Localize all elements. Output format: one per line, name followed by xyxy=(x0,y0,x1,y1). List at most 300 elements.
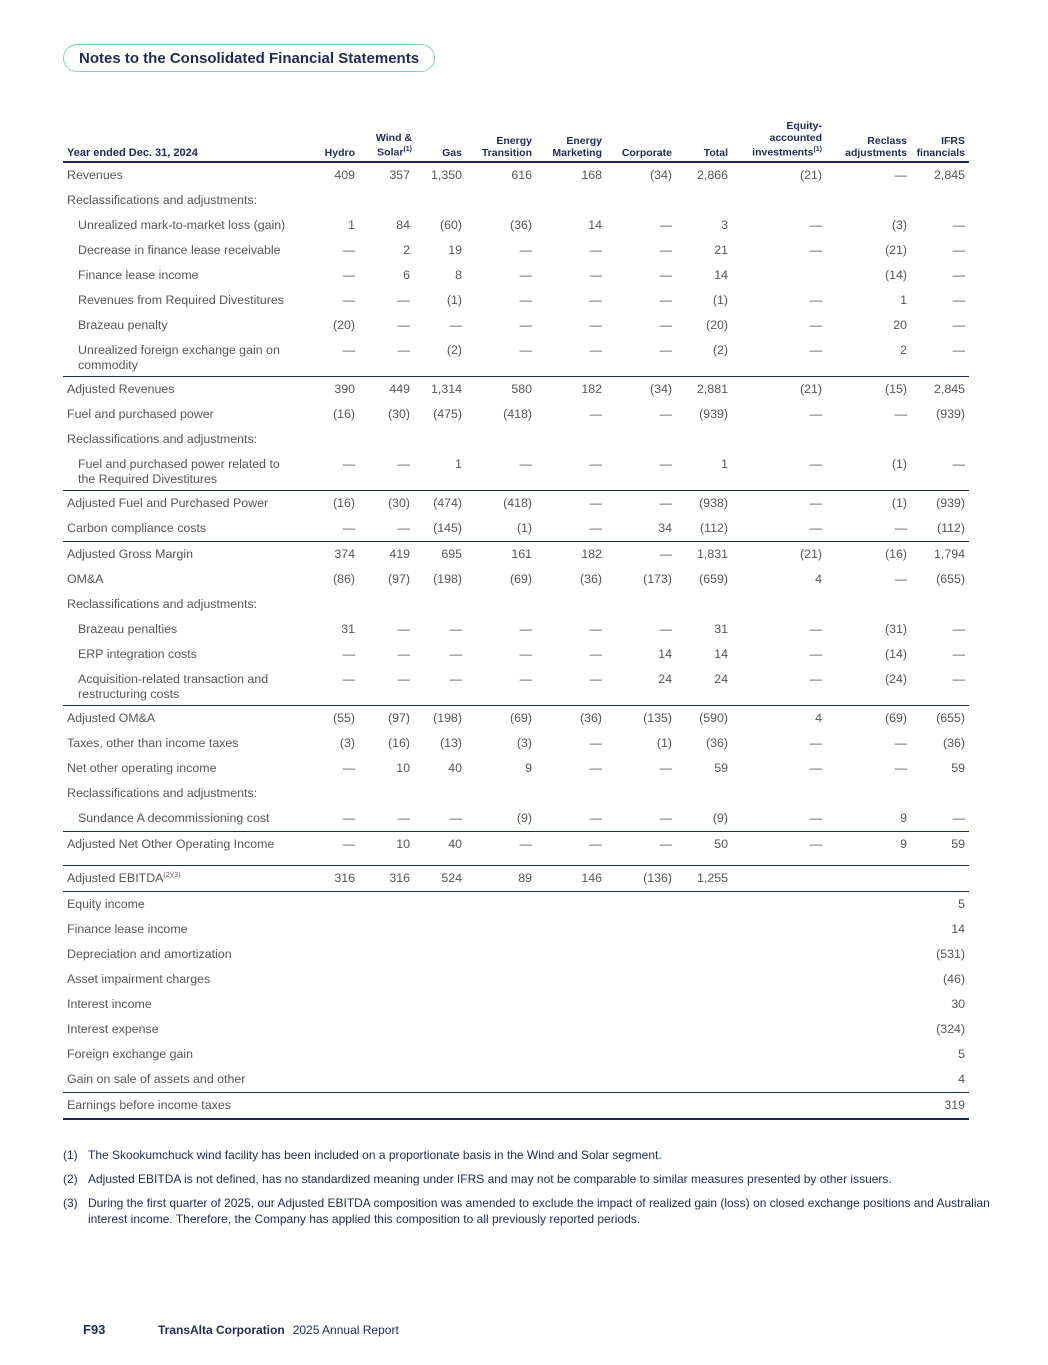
value-cell: (1) xyxy=(656,736,672,750)
value-cell: — xyxy=(606,541,676,567)
table-row xyxy=(63,942,969,967)
value-cell: (1) xyxy=(826,490,911,516)
value-cell xyxy=(303,781,359,806)
value-cell: — xyxy=(659,456,672,471)
value-cell: (659) xyxy=(699,572,728,586)
value-cell: (1) xyxy=(516,521,532,535)
value-cell xyxy=(414,992,466,1017)
value-cell: 9 xyxy=(525,761,532,775)
row-label-text: Reclassifications and adjustments: xyxy=(67,597,258,611)
value-cell xyxy=(676,1092,732,1119)
value-cell: (590) xyxy=(676,705,732,731)
value-cell xyxy=(826,1042,911,1067)
row-label-text: Adjusted Fuel and Purchased Power xyxy=(67,496,269,510)
spacer-cell xyxy=(466,857,536,866)
value-cell: — xyxy=(952,647,965,661)
value-cell: (69) xyxy=(466,705,536,731)
row-label xyxy=(63,617,303,642)
column-header-wind-solar: Wind & Solar$^{(1)}$ xyxy=(359,120,414,162)
value-cell: — xyxy=(589,456,602,471)
value-cell: — xyxy=(589,243,602,257)
row-label xyxy=(63,806,303,832)
table-row xyxy=(63,967,969,992)
value-cell xyxy=(466,917,536,942)
value-cell: — xyxy=(952,318,965,332)
spacer-cell xyxy=(303,857,359,866)
table-row xyxy=(63,1067,969,1093)
value-cell: (939) xyxy=(911,490,969,516)
row-label-text: Carbon compliance costs xyxy=(67,521,207,535)
value-cell: (30) xyxy=(359,490,414,516)
value-cell xyxy=(414,891,466,917)
spacer-cell xyxy=(536,857,606,866)
value-cell: (418) xyxy=(466,490,536,516)
value-cell: — xyxy=(589,293,602,307)
table-row xyxy=(63,288,969,313)
value-cell: — xyxy=(449,647,462,661)
value-cell: (16) xyxy=(332,407,355,421)
value-cell: — xyxy=(342,268,355,282)
row-label xyxy=(63,338,303,377)
row-label-text: OM&A xyxy=(67,572,104,586)
value-cell: — xyxy=(809,342,822,357)
value-cell: — xyxy=(952,342,965,357)
value-cell: — xyxy=(659,268,672,282)
table-row xyxy=(63,756,969,781)
value-cell xyxy=(826,942,911,967)
value-cell xyxy=(676,188,732,213)
value-cell xyxy=(303,1017,359,1042)
value-cell: — xyxy=(519,268,532,282)
table-row xyxy=(63,313,969,338)
value-cell: — xyxy=(659,407,672,421)
table-row xyxy=(63,338,969,377)
value-cell: 580 xyxy=(466,376,536,402)
value-cell: (939) xyxy=(936,407,965,421)
table-row xyxy=(63,667,969,706)
value-cell: (939) xyxy=(699,407,728,421)
value-cell: — xyxy=(519,318,532,332)
row-label-text: Revenues xyxy=(67,168,123,182)
value-cell: (2) xyxy=(712,342,728,357)
value-cell: (97) xyxy=(359,705,414,731)
value-cell: 3 xyxy=(721,218,728,232)
row-label-text: Brazeau penalty xyxy=(78,318,168,332)
value-cell: — xyxy=(342,761,355,775)
table-row xyxy=(63,162,969,188)
value-cell xyxy=(826,1067,911,1093)
value-cell: — xyxy=(809,811,822,825)
value-cell: — xyxy=(659,243,672,257)
footnote xyxy=(63,1171,993,1187)
value-cell: — xyxy=(894,736,907,750)
row-label xyxy=(63,705,303,731)
value-cell xyxy=(466,891,536,917)
value-cell: 30 xyxy=(951,997,965,1011)
value-cell: — xyxy=(449,671,462,686)
value-cell: (20) xyxy=(332,318,355,332)
value-cell: (55) xyxy=(303,705,359,731)
value-cell xyxy=(911,188,969,213)
value-cell: — xyxy=(589,622,602,636)
table-row xyxy=(63,806,969,832)
value-cell xyxy=(606,1067,676,1093)
value-cell: 14 xyxy=(951,922,965,936)
value-cell xyxy=(414,967,466,992)
value-cell: 2,845 xyxy=(911,376,969,402)
value-cell xyxy=(303,592,359,617)
value-cell: — xyxy=(589,736,602,750)
value-cell: 161 xyxy=(466,541,536,567)
table-row xyxy=(63,1017,969,1042)
row-label xyxy=(63,831,303,857)
table-row xyxy=(63,490,969,516)
value-cell xyxy=(732,1042,826,1067)
value-cell: — xyxy=(659,218,672,232)
row-label xyxy=(63,452,303,491)
company-name: TransAlta Corporation xyxy=(158,1323,285,1337)
value-cell: 5 xyxy=(958,1047,965,1061)
table-row xyxy=(63,731,969,756)
value-cell xyxy=(732,263,826,288)
value-cell xyxy=(826,427,911,452)
row-label-text: Adjusted EBITDA xyxy=(67,871,164,885)
value-cell: 182 xyxy=(536,541,606,567)
value-cell xyxy=(414,781,466,806)
footnote-number: (3) xyxy=(63,1196,78,1210)
value-cell xyxy=(606,1092,676,1119)
value-cell: — xyxy=(894,521,907,535)
row-label xyxy=(63,567,303,592)
row-label xyxy=(63,667,303,706)
value-cell xyxy=(536,1067,606,1093)
value-cell xyxy=(414,942,466,967)
value-cell: (69) xyxy=(509,572,532,586)
value-cell: — xyxy=(342,243,355,257)
page-number: F93 xyxy=(83,1322,106,1337)
value-cell: (135) xyxy=(606,705,676,731)
row-label-text: Reclassifications and adjustments: xyxy=(67,432,258,446)
value-cell: 316 xyxy=(359,865,414,891)
value-cell: (9) xyxy=(712,811,728,825)
value-cell xyxy=(359,188,414,213)
value-cell: (16) xyxy=(387,736,410,750)
value-cell: — xyxy=(809,318,822,332)
value-cell: 4 xyxy=(958,1072,965,1086)
value-cell: — xyxy=(397,622,410,636)
value-cell: 1,794 xyxy=(911,541,969,567)
value-cell xyxy=(536,1017,606,1042)
value-cell: (69) xyxy=(826,705,911,731)
value-cell: (112) xyxy=(699,521,728,535)
value-cell xyxy=(676,967,732,992)
value-cell: — xyxy=(589,521,602,535)
value-cell: 5 xyxy=(958,897,965,911)
segment-financial-table xyxy=(63,120,969,1120)
value-cell xyxy=(676,891,732,917)
row-label-text: Finance lease income xyxy=(78,268,199,282)
row-label xyxy=(63,1042,303,1067)
table-row xyxy=(63,617,969,642)
value-cell: — xyxy=(519,342,532,357)
value-cell: 419 xyxy=(359,541,414,567)
value-cell: 50 xyxy=(676,831,732,857)
value-cell: 10 xyxy=(396,761,410,775)
row-label-text: Fuel and purchased power related to the Required Divestitures xyxy=(78,456,280,486)
value-cell: 695 xyxy=(414,541,466,567)
value-cell: — xyxy=(342,456,355,471)
value-cell xyxy=(826,188,911,213)
value-cell: — xyxy=(589,318,602,332)
row-label xyxy=(63,992,303,1017)
value-cell: — xyxy=(809,521,822,535)
row-label-text: Acquisition-related transaction and restructuring costs xyxy=(78,671,269,701)
value-cell: — xyxy=(303,831,359,857)
value-cell: — xyxy=(536,490,606,516)
row-label xyxy=(63,1067,303,1093)
value-cell: — xyxy=(449,622,462,636)
value-cell: 146 xyxy=(536,865,606,891)
value-cell: — xyxy=(397,811,410,825)
value-cell xyxy=(911,592,969,617)
value-cell xyxy=(303,1067,359,1093)
value-cell: 374 xyxy=(303,541,359,567)
value-cell: — xyxy=(732,490,826,516)
table-row xyxy=(63,376,969,402)
value-cell: (21) xyxy=(799,168,822,182)
value-cell: — xyxy=(397,521,410,535)
value-cell: (16) xyxy=(826,541,911,567)
value-cell: 20 xyxy=(893,318,907,332)
value-cell: (1) xyxy=(712,293,728,307)
value-cell: — xyxy=(397,671,410,686)
value-cell xyxy=(826,592,911,617)
value-cell: — xyxy=(397,342,410,357)
value-cell xyxy=(676,942,732,967)
value-cell: (36) xyxy=(942,736,965,750)
value-cell: — xyxy=(397,293,410,307)
table-header-row xyxy=(63,120,969,162)
value-cell: 1,314 xyxy=(414,376,466,402)
value-cell: — xyxy=(342,521,355,535)
column-header-equity-accounted: Equity-accounted investments$^{(1)}$ xyxy=(732,120,826,162)
value-cell: (15) xyxy=(826,376,911,402)
row-label xyxy=(63,541,303,567)
value-cell xyxy=(536,917,606,942)
row-label xyxy=(63,967,303,992)
value-cell xyxy=(414,1017,466,1042)
row-label xyxy=(63,238,303,263)
value-cell: — xyxy=(397,647,410,661)
value-cell xyxy=(536,781,606,806)
value-cell: 14 xyxy=(588,218,602,232)
value-cell xyxy=(536,188,606,213)
value-cell xyxy=(303,1092,359,1119)
row-label xyxy=(63,781,303,806)
value-cell xyxy=(732,1067,826,1093)
footnote-ref: (2)(3) xyxy=(163,871,181,879)
value-cell: (475) xyxy=(433,407,462,421)
value-cell: — xyxy=(809,647,822,661)
footnote-text: The Skookumchuck wind facility has been included on a proportionate basis in the Wind and Solar segment. xyxy=(88,1148,662,1162)
value-cell: — xyxy=(809,456,822,471)
row-label-text: Earnings before income taxes xyxy=(67,1098,231,1112)
value-cell: — xyxy=(342,293,355,307)
value-cell xyxy=(359,891,414,917)
value-cell: 4 xyxy=(815,572,822,586)
value-cell xyxy=(676,1042,732,1067)
value-cell: (2) xyxy=(446,342,462,357)
value-cell xyxy=(826,865,911,891)
value-cell xyxy=(466,427,536,452)
value-cell: 40 xyxy=(414,831,466,857)
value-cell: 168 xyxy=(581,168,602,182)
value-cell: — xyxy=(732,831,826,857)
value-cell: — xyxy=(894,761,907,775)
value-cell: 34 xyxy=(658,521,672,535)
footnote xyxy=(63,1147,993,1163)
table-row xyxy=(63,642,969,667)
row-label-text: Fuel and purchased power xyxy=(67,407,214,421)
value-cell xyxy=(303,1042,359,1067)
value-cell xyxy=(732,592,826,617)
value-cell: — xyxy=(606,490,676,516)
value-cell: 1 xyxy=(721,456,728,471)
value-cell xyxy=(606,967,676,992)
value-cell: — xyxy=(894,572,907,586)
value-cell: — xyxy=(519,456,532,471)
value-cell xyxy=(359,942,414,967)
value-cell: — xyxy=(952,243,965,257)
value-cell: (173) xyxy=(643,572,672,586)
row-label-text: Reclassifications and adjustments: xyxy=(67,193,258,207)
value-cell xyxy=(606,1017,676,1042)
value-cell: 8 xyxy=(455,268,462,282)
spacer-cell xyxy=(676,857,732,866)
row-label-text: Brazeau penalties xyxy=(78,622,178,636)
value-cell: (14) xyxy=(884,647,907,661)
row-label-text: Unrealized foreign exchange gain on commodity xyxy=(78,342,280,372)
value-cell: (474) xyxy=(414,490,466,516)
value-cell: (36) xyxy=(536,705,606,731)
value-cell: (21) xyxy=(732,376,826,402)
value-cell xyxy=(676,781,732,806)
table-row xyxy=(63,238,969,263)
value-cell xyxy=(732,1017,826,1042)
value-cell xyxy=(414,592,466,617)
spacer-cell xyxy=(359,857,414,866)
value-cell: (112) xyxy=(936,521,965,535)
value-cell xyxy=(732,188,826,213)
value-cell xyxy=(536,592,606,617)
row-label-text: Adjusted Gross Margin xyxy=(67,547,194,561)
row-label xyxy=(63,1092,303,1119)
value-cell: (34) xyxy=(649,168,672,182)
value-cell xyxy=(303,891,359,917)
value-cell: 182 xyxy=(536,376,606,402)
value-cell xyxy=(732,1092,826,1119)
row-label xyxy=(63,865,303,891)
value-cell xyxy=(826,967,911,992)
footnote-number: (1) xyxy=(63,1148,78,1162)
table-row xyxy=(63,1042,969,1067)
page-footer xyxy=(83,1322,399,1337)
value-cell: 89 xyxy=(466,865,536,891)
value-cell: 6 xyxy=(403,268,410,282)
value-cell xyxy=(732,992,826,1017)
value-cell: (20) xyxy=(705,318,728,332)
value-cell xyxy=(732,967,826,992)
report-name: 2025 Annual Report xyxy=(292,1323,399,1337)
value-cell xyxy=(359,1092,414,1119)
value-cell: — xyxy=(449,811,462,825)
table-row xyxy=(63,865,969,891)
value-cell: — xyxy=(809,243,822,257)
value-cell: 9 xyxy=(900,811,907,825)
value-cell: — xyxy=(519,622,532,636)
value-cell xyxy=(359,1042,414,1067)
value-cell: — xyxy=(449,318,462,332)
value-cell: (97) xyxy=(387,572,410,586)
value-cell xyxy=(911,427,969,452)
value-cell xyxy=(826,781,911,806)
value-cell: — xyxy=(519,671,532,686)
table-row xyxy=(63,891,969,917)
value-cell: 1 xyxy=(900,293,907,307)
value-cell xyxy=(606,188,676,213)
value-cell xyxy=(359,992,414,1017)
value-cell: (36) xyxy=(705,736,728,750)
value-cell xyxy=(676,917,732,942)
value-cell xyxy=(606,592,676,617)
spacer-cell xyxy=(732,857,826,866)
value-cell: 21 xyxy=(714,243,728,257)
value-cell: (9) xyxy=(516,811,532,825)
value-cell: — xyxy=(809,761,822,775)
row-label-text: ERP integration costs xyxy=(78,647,197,661)
value-cell: 2,881 xyxy=(676,376,732,402)
value-cell: 357 xyxy=(389,168,410,182)
value-cell: (3) xyxy=(516,736,532,750)
value-cell: — xyxy=(894,168,907,182)
column-header-corporate: Corporate xyxy=(606,120,676,162)
value-cell: — xyxy=(589,342,602,357)
value-cell xyxy=(359,967,414,992)
table-row xyxy=(63,516,969,542)
value-cell: (324) xyxy=(936,1022,965,1036)
value-cell xyxy=(606,992,676,1017)
value-cell: — xyxy=(952,456,965,471)
value-cell xyxy=(466,942,536,967)
value-cell xyxy=(606,427,676,452)
row-label xyxy=(63,917,303,942)
row-label-text: Sundance A decommissioning cost xyxy=(78,811,270,825)
value-cell xyxy=(536,891,606,917)
value-cell: 14 xyxy=(714,268,728,282)
value-cell: — xyxy=(536,831,606,857)
row-label-text: Foreign exchange gain xyxy=(67,1047,194,1061)
footnote-number: (2) xyxy=(63,1172,78,1186)
value-cell xyxy=(732,781,826,806)
value-cell xyxy=(466,188,536,213)
table-row xyxy=(63,992,969,1017)
value-cell: — xyxy=(952,671,965,686)
value-cell xyxy=(606,1042,676,1067)
value-cell: — xyxy=(659,622,672,636)
table-row xyxy=(63,917,969,942)
value-cell: 40 xyxy=(448,761,462,775)
value-cell: (16) xyxy=(303,490,359,516)
